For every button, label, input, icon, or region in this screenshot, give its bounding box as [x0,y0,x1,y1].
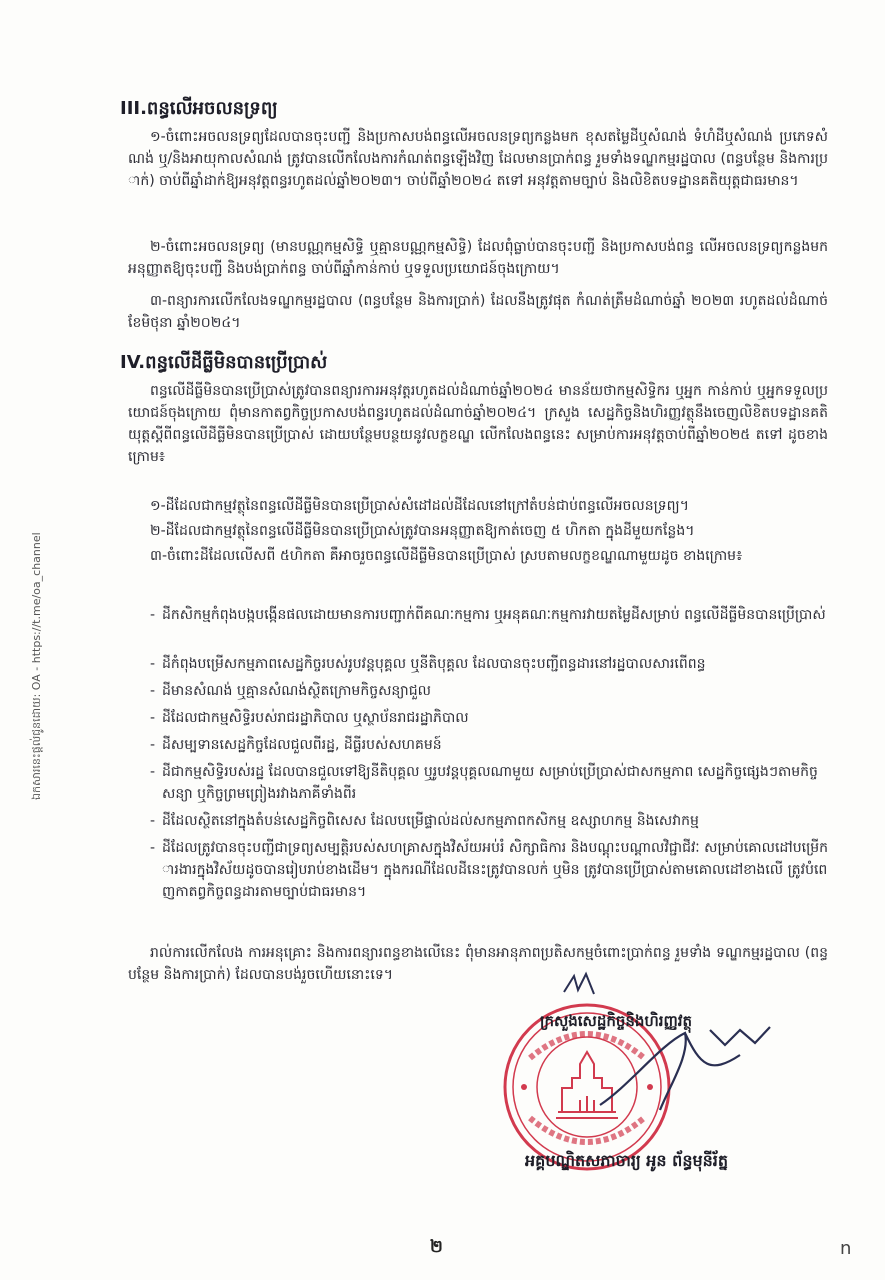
section-4-item-2: ២-ដីដែលជាកម្មវត្ថុនៃពន្ធលើដីធ្លីមិនបានប្រើប្រាស់ត្រូវបានអនុញ្ញាតឱ្យកាត់ចេញ ៥ ហិកតា ក្នុងដីមួយកន្លែង។ [150,523,695,539]
section-4-heading: IV.ពន្ធលើដីធ្លីមិនបានប្រើប្រាស់ [120,352,328,373]
section-4-item-1: ១-ដីដែលជាកម្មវត្ថុនៃពន្ធលើដីធ្លីមិនបានប្រើប្រាស់សំដៅដល់ដីដែលនៅក្រៅតំបន់ជាប់ពន្ធលើអចលនទ្រព្យ។ [150,498,689,514]
bullet-item: - ដីជាកម្មសិទ្ធិរបស់រដ្ឋ ដែលបានជួលទៅឱ្យនីតិបុគ្គល ឬរូបវន្តបុគ្គលណាមួយ សម្រាប់ប្រើប្រាស់ជាសកម្មភាព សេដ្ឋកិច្ចផ្សេងៗតាមកិច្ចសន្យា ឬកិច្ចព្រមព្រៀងរវាងភាគីទាំងពីរ [150,761,830,805]
initials-mark [560,970,600,1000]
section-4-item-3: ៣-ចំពោះដីដែលលើសពី ៥ហិកតា គឺអាចរួចពន្ធលើដីធ្លីមិនបានប្រើប្រាស់ ស្របតាមលក្ខខណ្ឌណាមួយដូច ខាងក្រោម៖ [150,548,743,564]
signer-name: អគ្គបណ្ឌិតសភាចារ្យ អូន ព័ន្ធមុនីរ័ត្ន [525,1151,729,1170]
exemption-bullet-list [150,604,830,908]
bullet-item: - ដីដែលស្ថិតនៅក្នុងតំបន់សេដ្ឋកិច្ចពិសេស ដែលបម្រើផ្ទាល់ដល់សកម្មភាពកសិកម្ម ឧស្សាហកម្ម និងសេវាកម្ម [150,810,830,832]
section-3-paragraph-3: ៣-ពន្យារការលើកលែងទណ្ឌកម្មរដ្ឋបាល (ពន្ធបន្ថែម និងការប្រាក់) ដែលនឹងត្រូវផុត កំណត់ត្រឹមដំណាច់ឆ្នាំ ២០២៣ រហូតដល់ដំណាច់ខែមិថុនា ឆ្នាំ២០២៤។ [128,293,828,331]
section-4-intro: ពន្ធលើដីធ្លីមិនបានប្រើប្រាស់ត្រូវបានពន្យារការអនុវត្តរហូតដល់ដំណាច់ឆ្នាំ២០២៤ មានន័យថាកម្មសិទ្ធិករ ឬអ្នក កាន់កាប់ ឬអ្នកទទួលប្រយោជន៍ចុងក្រោយ ពុំមានកាតព្វកិច្ចប្រកាសបង់ពន្ធរហូតដល់ដំណាច់ឆ្នាំ២០២៤។ ក្រសួង សេដ្ឋកិច្ចនិងហិរញ្ញវត្ថុនឹងចេញលិខិតបទដ្ឋានគតិយុត្តស្តីពីពន្ធលើដីធ្លីមិនបានប្រើប្រាស់ ដោយបន្ថែមបន្ថយនូវលក្ខខណ្ឌ លើកលែងពន្ធនេះ សម្រាប់ការអនុវត្តចាប់ពីឆ្នាំ២០២៥ តទៅ ដូចខាងក្រោម៖ [128,383,828,465]
bullet-item: - ដីកំពុងបម្រើសកម្មភាពសេដ្ឋកិច្ចរបស់រូបវន្តបុគ្គល ឬនីតិបុគ្គល ដែលបានចុះបញ្ជីពន្ធដារនៅរដ្ឋបាលសារពើពន្ធ [150,653,830,675]
bullet-item: - ដីកសិកម្មកំពុងបង្កបង្កើនផលដោយមានការបញ្ជាក់ពីគណៈកម្មការ ឬអនុគណៈកម្មការវាយតម្លៃដីសម្រាប់ ពន្ធលើដីធ្លីមិនបានប្រើប្រាស់ [150,604,830,648]
section-3-paragraph-2: ២-ចំពោះអចលនទ្រព្យ (មានបណ្ណកម្មសិទ្ធិ ឬគ្មានបណ្ណកម្មសិទ្ធិ) ដែលពុំធ្លាប់បានចុះបញ្ជី និងប្រកាសបង់ពន្ធ លើអចលនទ្រព្យកន្លងមក អនុញ្ញាតឱ្យចុះបញ្ជី និងបង់ប្រាក់ពន្ធ ចាប់ពីឆ្នាំកាន់កាប់ ឬទទួលប្រយោជន៍ចុងក្រោយ។ [128,239,828,277]
closing-paragraph: រាល់ការលើកលែង ការអនុគ្រោះ និងការពន្យារពន្ធខាងលើនេះ ពុំមានអានុភាពប្រតិសកម្មចំពោះប្រាក់ពន្ធ រួមទាំង ទណ្ឌកម្មរដ្ឋបាល (ពន្ធបន្ថែម និងការប្រាក់) ដែលបានបង់រួចហើយនោះទេ។ [128,945,828,983]
bullet-item: - ដីមានសំណង់ ឬគ្មានសំណង់ស្ថិតក្រោមកិច្ចសន្យាជួល [150,680,830,702]
section-3-heading: III.ពន្ធលើអចលនទ្រព្យ [120,98,278,119]
handwritten-signature [590,1025,780,1115]
bullet-item: - ដីដែលជាកម្មសិទ្ធិរបស់រាជរដ្ឋាភិបាល ឬស្ថាប័នរាជរដ្ឋាភិបាល [150,707,830,729]
ministry-name: ក្រសួងសេដ្ឋកិច្ចនិងហិរញ្ញវត្ថុ [540,1012,693,1030]
side-watermark: ឯកសារនេះផ្តល់ជូនដោយ: OA - https://t.me/oa_channel [30,532,43,800]
bullet-item: - ដីដែលត្រូវបានចុះបញ្ជីជាទ្រព្យសម្បត្តិរបស់សហគ្រាសក្នុងវិស័យអប់រំ សិក្សាធិការ និងបណ្តុះបណ្តាលវិជ្ជាជីវៈ សម្រាប់គោលដៅបម្រើការងារក្នុងវិស័យដូចបានរៀបរាប់ខាងដើម។ ក្នុងករណីដែលដីនេះត្រូវបានលក់ ឬមិន ត្រូវបានប្រើប្រាស់តាមគោលដៅខាងលើ ត្រូវបំពេញកាតព្វកិច្ចពន្ធដារតាមច្បាប់ជាធរមាន។ [150,837,830,903]
bullet-item: - ដីសម្បទានសេដ្ឋកិច្ចដែលជួលពីរដ្ឋ, ដីធ្លីរបស់សហគមន៍ [150,734,830,756]
page-number: ២ [430,1237,443,1257]
section-3-paragraph-1: ១-ចំពោះអចលនទ្រព្យដែលបានចុះបញ្ជី និងប្រកាសបង់ពន្ធលើអចលនទ្រព្យកន្លងមក ខុសតម្លៃដីឬសំណង់ ទំហំដីឬសំណង់ ប្រភេទសំណង់ ឬ/និងអាយុកាលសំណង់ ត្រូវបានលើកលែងការកំណត់ពន្ធឡើងវិញ ដែលមានប្រាក់ពន្ធ រួមទាំងទណ្ឌកម្មរដ្ឋបាល (ពន្ធបន្ថែម និងការប្រាក់) ចាប់ពីឆ្នាំដាក់ឱ្យអនុវត្តពន្ធរហូតដល់ឆ្នាំ២០២៣។ ចាប់ពីឆ្នាំ២០២៤ តទៅ អនុវត្តតាមច្បាប់ និងលិខិតបទដ្ឋានគតិយុត្តជាធរមាន។ [128,129,828,189]
corner-mark: ո [840,1238,852,1259]
